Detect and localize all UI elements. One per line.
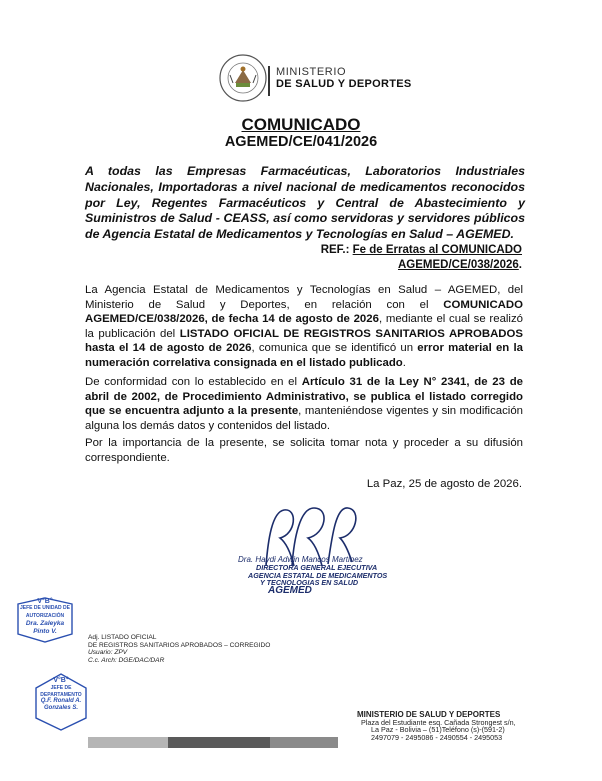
footer-addr2: La Paz - Bolivia – (51)Teléfono (s)-(591-2)	[371, 725, 505, 735]
p2-text: De conformidad con lo establecido en el	[85, 376, 302, 388]
p1-bold: error material en la numeración correlativa consignada en el listado publicado	[85, 342, 523, 369]
approval-stamp-1	[12, 596, 78, 644]
footer-bar-grey	[88, 737, 168, 748]
footer-address	[357, 711, 516, 741]
p1-text: , mediante el cual se realizó la publicación del	[85, 313, 523, 340]
p1-bold: LISTADO OFICIAL DE REGISTROS SANITARIOS APROBADOS hasta el 14 de agosto de 2026	[85, 327, 523, 355]
stamp1-line1: JEFE DE UNIDAD DE	[19, 605, 70, 612]
ref-end: .	[518, 259, 522, 271]
ref-line2: AGEMED/CE/038/2026	[397, 259, 519, 271]
stamp1-line2: AUTORIZACIÓN	[25, 612, 65, 619]
footer-org: MINISTERIO DE SALUD Y DEPORTES	[357, 710, 501, 719]
signatory-role2: AGENCIA ESTATAL DE MEDICAMENTOS	[248, 570, 388, 580]
adj-line1: Adj. LISTADO OFICIAL	[88, 634, 157, 641]
approval-stamp-2	[30, 672, 92, 732]
document-date: La Paz, 25 de agosto de 2026.	[366, 478, 522, 490]
body-paragraph-3: Por la importancia de la presente, se solicita tomar nota y proceder a su difusión correspondiente.	[85, 437, 523, 464]
p1-text: La Agencia Estatal de Medicamentos y Tecnologías en Salud – AGEMED, del Ministerio de Salud y Deportes, en relación con el	[85, 284, 523, 311]
header-divider	[268, 66, 270, 96]
signatory-name: Dra. Haydi Adwin Mancos Martinez	[238, 555, 363, 564]
stamp1-name1: Dra. Zaleyka	[25, 620, 65, 628]
stamp2-name1: Q.F. Ronald A.	[40, 698, 82, 705]
stamp2-name2: Gonzales S.	[43, 705, 78, 712]
body-paragraph-1	[85, 283, 523, 371]
footer-phones: 2497079 - 2495086 - 2490554 - 2495053	[371, 732, 503, 742]
document-title: COMUNICADO	[241, 115, 361, 134]
stamp2-line1: JEFE DE	[50, 684, 72, 691]
reference-block	[250, 243, 522, 273]
stamp1-name2: Pinto V.	[33, 627, 57, 635]
signature-stamp	[238, 556, 387, 595]
p1-text: , comunica que se identificó un	[251, 342, 418, 355]
signatory-role3: Y TECNOLOGIAS EN SALUD	[260, 578, 359, 588]
p2-bold: Artículo 31 de la Ley N° 2341, de 23 de abril de 2002, de Procedimiento Administrativo, se publica el listado corregido que se encuentra adjunto a la presente	[85, 376, 523, 418]
attachments-block	[88, 634, 270, 664]
signatory-role1: DIRECTORA GENERAL EJECUTIVA	[256, 562, 378, 572]
p2-text: , manteniéndose vigentes y sin modificación alguna los demás datos y contenidos del listado.	[85, 405, 523, 432]
ministry-line2: DE SALUD Y DEPORTES	[276, 78, 412, 90]
stamp2-line2: DEPARTAMENTO	[40, 691, 82, 698]
signatory-stamp-word: AGEMED	[268, 585, 312, 597]
footer-addr1: Plaza del Estudiante esq. Cañada Strongest s/n,	[361, 717, 516, 727]
stamp1-vobo: V°B°	[37, 598, 53, 605]
ref-line1: Fe de Erratas al COMUNICADO	[352, 244, 522, 256]
adj-line2: DE REGISTROS SANITARIOS APROBADOS – CORREGIDO	[88, 641, 271, 649]
adj-cc: C.c. Arch: DGE/DAC/DAR	[88, 656, 165, 664]
addressee-block: A todas las Empresas Farmacéuticas, Laboratorios Industriales Nacionales, Importadoras a nivel nacional de medicamentos reconocidos por Ley, Regentes Farmacéuticos y Central de Abastecimiento y Suministros de Salud - CEASS, así como servidoras y servidores públicos de Agencia Estatal de Medicamentos y Tecnologías en Salud – AGEMED.	[85, 164, 525, 242]
ref-label: REF.:	[320, 244, 350, 256]
footer-bar-dark	[168, 737, 270, 748]
footer-bar-mid	[270, 737, 338, 748]
p1-text: .	[402, 356, 406, 369]
p1-bold: COMUNICADO AGEMED/CE/038/2026, de fecha 14 de agosto de 2026	[85, 298, 523, 326]
bolivia-state-seal-icon	[218, 53, 268, 103]
stamp2-vobo: V°B°	[53, 677, 69, 684]
document-code: AGEMED/CE/041/2026	[224, 134, 378, 150]
ministry-line1: MINISTERIO	[276, 66, 347, 78]
adj-user: Usuario: ZPV	[88, 649, 128, 657]
body-paragraph-2	[85, 375, 523, 433]
